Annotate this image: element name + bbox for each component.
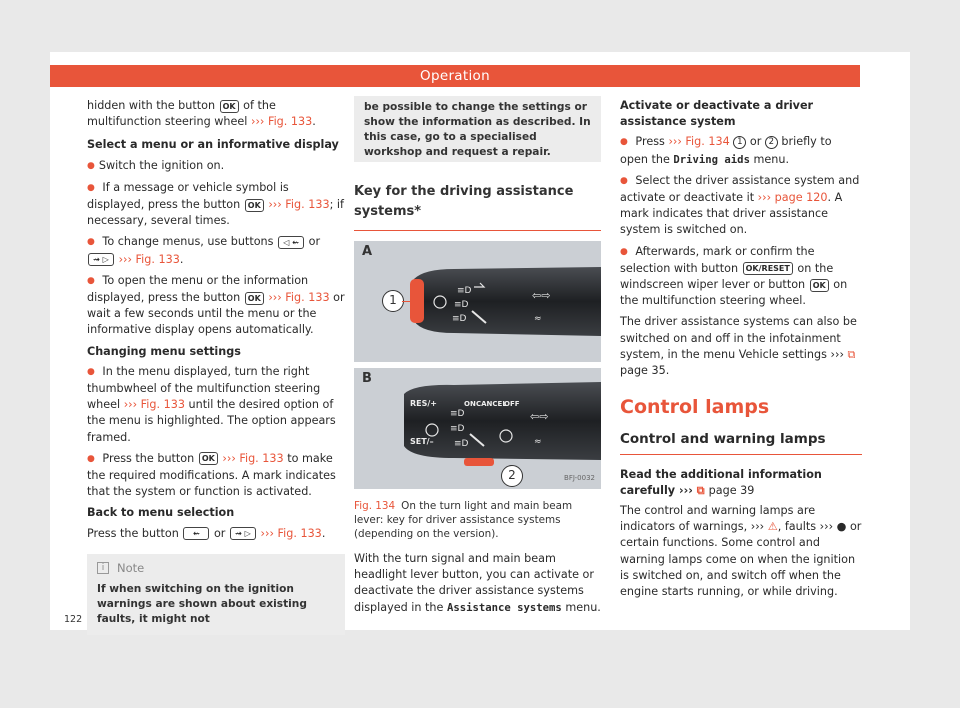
paragraph: The driver assistance systems can also be switched on and off in the infotainment system, in the menu Vehicle settings ››› ⧉ page 35. [620, 315, 857, 378]
figure-caption: Fig. 134 On the turn light and main beam lever: key for driver assistance systems (depending on the version). [354, 500, 573, 540]
page-header: Operation [50, 65, 860, 87]
book-icon: ⧉ [696, 483, 705, 497]
callout-ref-1: 1 [733, 136, 746, 149]
back-button-icon: ⇜ [183, 527, 209, 540]
subheading: Select a menu or an informative display [87, 138, 339, 152]
info-circle-icon: ● [836, 520, 847, 534]
paragraph: With the turn signal and main beam headlight lever button, you can activate or deactivate the driver assistance systems displayed in the Assistance systems menu. [354, 552, 601, 614]
section-title: Key for the driving assistance systems* [354, 182, 601, 231]
page-link[interactable]: page 35 [620, 364, 666, 378]
list-item: ● To open the menu or the information displayed, press the button OK ››› Fig. 133 or wait a few seconds until the menu or the informative display opens automatically. [87, 273, 345, 339]
figure-panel-b [354, 368, 601, 489]
note-continuation: be possible to change the settings or show the information as described. In this case, go to a specialised workshop and request a repair. [354, 96, 601, 162]
column-2 [354, 98, 601, 623]
svg-text:≡D: ≡D [457, 286, 472, 296]
callout-ref-2: 2 [765, 136, 778, 149]
chapter-heading: Control lamps [620, 396, 770, 419]
column-1 [87, 98, 345, 635]
figure-link[interactable]: ››› Fig. 133 [118, 252, 180, 266]
list-item: ● Press ››› Fig. 134 1 or 2 briefly to open the Driving aids menu. [620, 134, 862, 167]
note-title: Note [117, 560, 145, 575]
figure-link[interactable]: ››› Fig. 133 [268, 198, 330, 212]
subheading: Changing menu settings [87, 344, 241, 358]
svg-text:≡D: ≡D [452, 314, 467, 324]
callout-1: 1 [382, 290, 404, 312]
panel-label: A [362, 244, 373, 259]
book-icon: ⧉ [847, 347, 856, 361]
paragraph: hidden with the button OK of the multifunction steering wheel ››› Fig. 133. [87, 99, 316, 129]
paragraph: The control and warning lamps are indicators of warnings, ››› ⚠, faults ››› ● or certain functions. Some control and warning lamps come on when the ignition is switched on, and switch off when the engine starts running, or while driving. [620, 504, 862, 599]
menu-right-button-icon: ⇝ ▷ [230, 527, 256, 540]
list-item: ● If a message or vehicle symbol is displayed, press the button OK ››› Fig. 133; if necessary, several times. [87, 180, 345, 230]
figure-link[interactable]: ››› Fig. 133 [222, 451, 284, 465]
svg-text:≡D: ≡D [454, 300, 469, 310]
svg-text:≈: ≈ [534, 437, 542, 447]
menu-left-button-icon: ◁ ⇜ [278, 236, 304, 249]
list-item: ● Afterwards, mark or confirm the selection with button OK/RESET on the windscreen wiper lever or button OK on the multifunction steering wheel. [620, 244, 862, 310]
svg-text:⇦⇨: ⇦⇨ [530, 410, 549, 423]
column-3 [620, 98, 862, 607]
figure-link[interactable]: ››› Fig. 133 [250, 115, 313, 129]
ok-button-icon: OK [199, 452, 218, 465]
list-item: ● Select the driver assistance system and activate or deactivate it ››› page 120. A mark indicates that driver assistance system is switched on. [620, 173, 862, 239]
ok-reset-button-icon: OK/RESET [743, 262, 793, 275]
list-item: ● Switch the ignition on. [87, 158, 345, 175]
panel-label: B [362, 371, 372, 386]
figure-link[interactable]: ››› Fig. 134 [668, 135, 730, 149]
subheading: Activate or deactivate a driver assistance system [620, 99, 814, 129]
subheading: Back to menu selection [87, 506, 235, 520]
res-label: RES/+ [410, 399, 438, 408]
list-item: ● Press the button OK ››› Fig. 133 to make the required modifications. A mark indicates that the system or function is activated. [87, 451, 345, 501]
on-label: ON [464, 400, 476, 408]
info-icon: i [97, 562, 109, 574]
note-text: If when switching on the ignition warnings are shown about existing faults, it might not [97, 583, 307, 626]
figure-link[interactable]: ››› Fig. 133 [260, 526, 322, 540]
figure-panel-a [354, 241, 601, 362]
ok-button-icon: OK [810, 279, 829, 292]
page-link[interactable]: ››› page 120 [757, 191, 828, 205]
off-label: OFF [504, 400, 520, 408]
callout-2: 2 [501, 465, 523, 487]
svg-text:⇦⇨: ⇦⇨ [532, 289, 551, 302]
cancel-label: CANCEL [476, 400, 507, 408]
list-item: ● To change menus, use buttons ◁ ⇜ or ⇝ ▷ ››› Fig. 133. [87, 234, 345, 267]
svg-text:≡D: ≡D [454, 439, 469, 449]
list-item: ● In the menu displayed, turn the right thumbwheel of the multifunction steering wheel ››› Fig. 133 until the desired option of the menu is highlighted. The option appears framed. [87, 364, 345, 446]
set-label: SET/– [410, 437, 434, 446]
warning-triangle-icon: ⚠ [767, 520, 778, 534]
svg-text:≡D: ≡D [450, 409, 465, 419]
ok-button-icon: OK [245, 199, 264, 212]
svg-text:≈: ≈ [534, 314, 542, 324]
section-heading: Control and warning lamps [620, 431, 862, 454]
figure-link[interactable]: ››› Fig. 133 [123, 398, 185, 412]
figure-link[interactable]: ››› Fig. 133 [268, 291, 330, 305]
page-number: 122 [64, 614, 83, 625]
subheading: Read the additional information carefully ››› ⧉ page 39 [620, 467, 822, 497]
svg-text:≡D: ≡D [450, 424, 465, 434]
ok-button-icon: OK [245, 292, 264, 305]
menu-right-button-icon: ⇝ ▷ [88, 253, 114, 266]
figure-134 [354, 241, 601, 493]
ok-button-icon: OK [220, 100, 239, 113]
note-box [87, 554, 345, 635]
paragraph: Press the button ⇜ or ⇝ ▷ ››› Fig. 133. [87, 526, 326, 540]
page-link[interactable]: page 39 [708, 483, 755, 497]
image-code: BFJ-0032 [564, 473, 595, 482]
